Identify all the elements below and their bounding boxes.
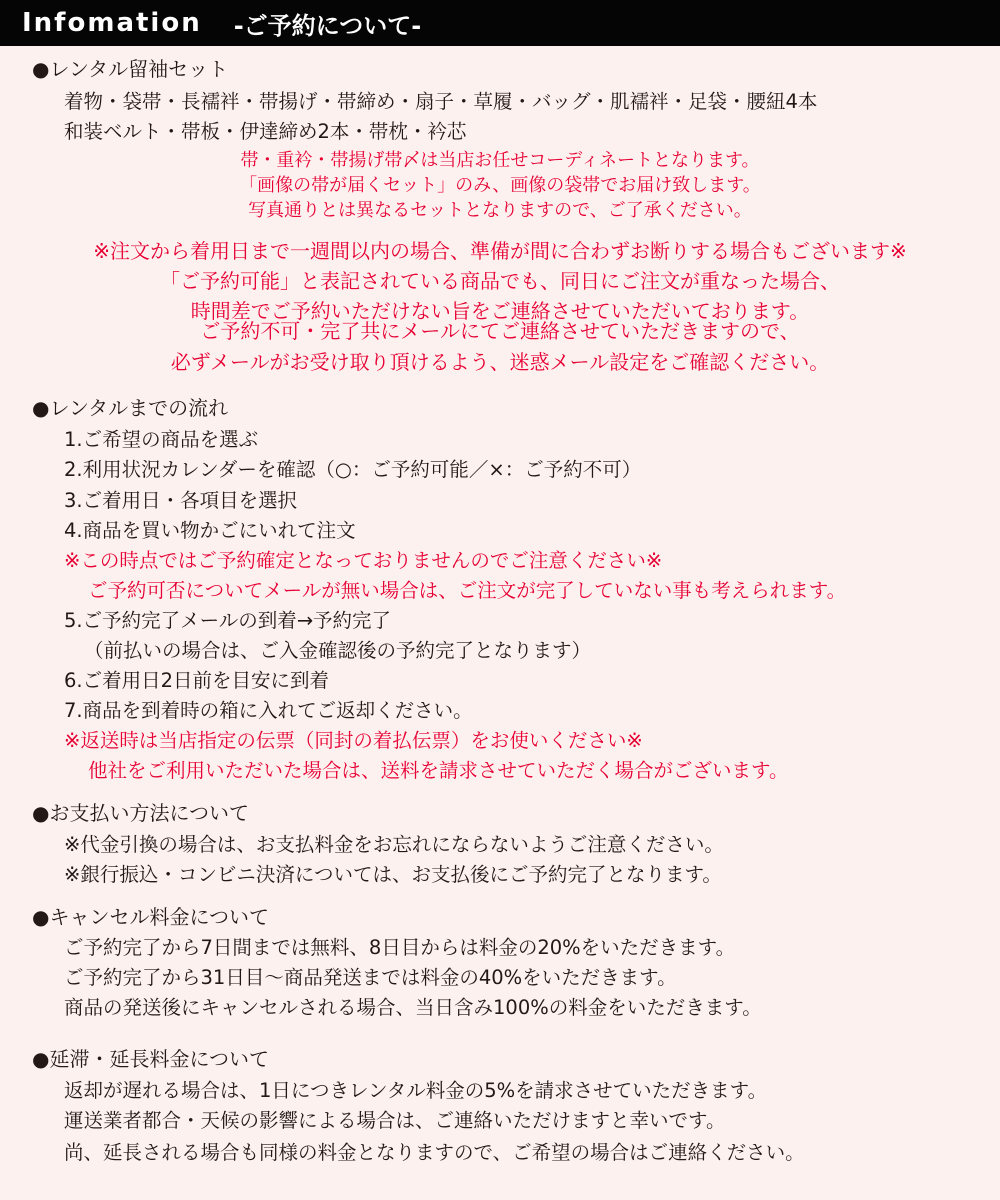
payment-line: ※銀行振込・コンビニ決済については、お支払後にご予約完了となります。 — [64, 863, 722, 886]
warning-line: ご予約不可・完了共にメールにてご連絡させていただきますので、 — [200, 319, 800, 343]
cancel-line: ご予約完了から31日目～商品発送までは料金の40%をいただきます。 — [64, 966, 677, 989]
rental-set-items-line1: 着物・袋帯・長襦袢・帯揚げ・帯締め・扇子・草履・バッグ・肌襦袢・足袋・腰紐4本 — [64, 90, 818, 113]
flow-step: 4.商品を買い物かごにいれて注文 — [64, 519, 356, 542]
rental-set-note: 「画像の帯が届くセット」のみ、画像の袋帯でお届け致します。 — [239, 175, 761, 196]
section-heading-cancel: ●キャンセル料金について — [32, 905, 270, 929]
section-heading-delay: ●延滞・延長料金について — [32, 1047, 270, 1071]
section-heading-rental-set: ●レンタル留袖セット — [32, 57, 229, 81]
cancel-line: 商品の発送後にキャンセルされる場合、当日含み100%の料金をいただきます。 — [64, 996, 762, 1019]
rental-set-items-line2: 和装ベルト・帯板・伊達締め2本・帯枕・衿芯 — [64, 120, 467, 143]
section-heading-flow: ●レンタルまでの流れ — [32, 396, 229, 420]
header-title: Infomation — [22, 8, 202, 38]
delay-line: 運送業者都合・天候の影響による場合は、ご連絡いただけますと幸いです。 — [64, 1109, 726, 1132]
rental-set-note: 写真通りとは異なるセットとなりますので、ご了承ください。 — [248, 200, 752, 221]
delay-line: 尚、延長される場合も同様の料金となりますので、ご希望の場合はご連絡ください。 — [64, 1141, 805, 1164]
warning-line: 時間差でご予約いただけない旨をご連絡させていただいております。 — [190, 299, 810, 323]
header-subtitle: -ご予約について- — [233, 11, 422, 40]
section-heading-payment: ●お支払い方法について — [32, 801, 250, 825]
flow-step: 6.ご着用日2日前を目安に到着 — [64, 669, 330, 692]
flow-note: ご予約可否についてメールが無い場合は、ご注文が完了していない事も考えられます。 — [88, 579, 847, 602]
flow-note: ※返送時は当店指定の伝票（同封の着払伝票）をお使いください※ — [64, 729, 643, 752]
flow-step: 5.ご予約完了メールの到着→予約完了 — [64, 609, 392, 632]
flow-step: 7.商品を到着時の箱に入れてご返却ください。 — [64, 699, 473, 722]
payment-line: ※代金引換の場合は、お支払料金をお忘れにならないようご注意ください。 — [64, 833, 724, 856]
flow-note: （前払いの場合は、ご入金確認後の予約完了となります） — [84, 639, 592, 662]
cancel-line: ご予約完了から7日間までは無料、8日目からは料金の20%をいただきます。 — [64, 936, 736, 959]
flow-step: 3.ご着用日・各項目を選択 — [64, 489, 298, 512]
delay-line: 返却が遅れる場合は、1日につきレンタル料金の5%を請求させていただきます。 — [64, 1079, 768, 1102]
flow-note: 他社をご利用いただいた場合は、送料を請求させていただく場合がございます。 — [88, 759, 789, 782]
warning-line: 必ずメールがお受け取り頂けるよう、迷惑メール設定をご確認ください。 — [170, 350, 830, 374]
warning-line: 「ご予約可能」と表記されている商品でも、同日にご注文が重なった場合、 — [160, 269, 840, 293]
rental-set-note: 帯・重衿・帯揚げ帯〆は当店お任せコーディネートとなります。 — [240, 150, 760, 171]
flow-step: 2.利用状況カレンダーを確認（○：ご予約可能／×：ご予約不可） — [64, 458, 642, 481]
warning-line: ※注文から着用日まで一週間以内の場合、準備が間に合わずお断りする場合もございます※ — [93, 239, 907, 263]
flow-step: 1.ご希望の商品を選ぶ — [64, 428, 259, 451]
flow-note: ※この時点ではご予約確定となっておりませんのでご注意ください※ — [64, 549, 663, 572]
